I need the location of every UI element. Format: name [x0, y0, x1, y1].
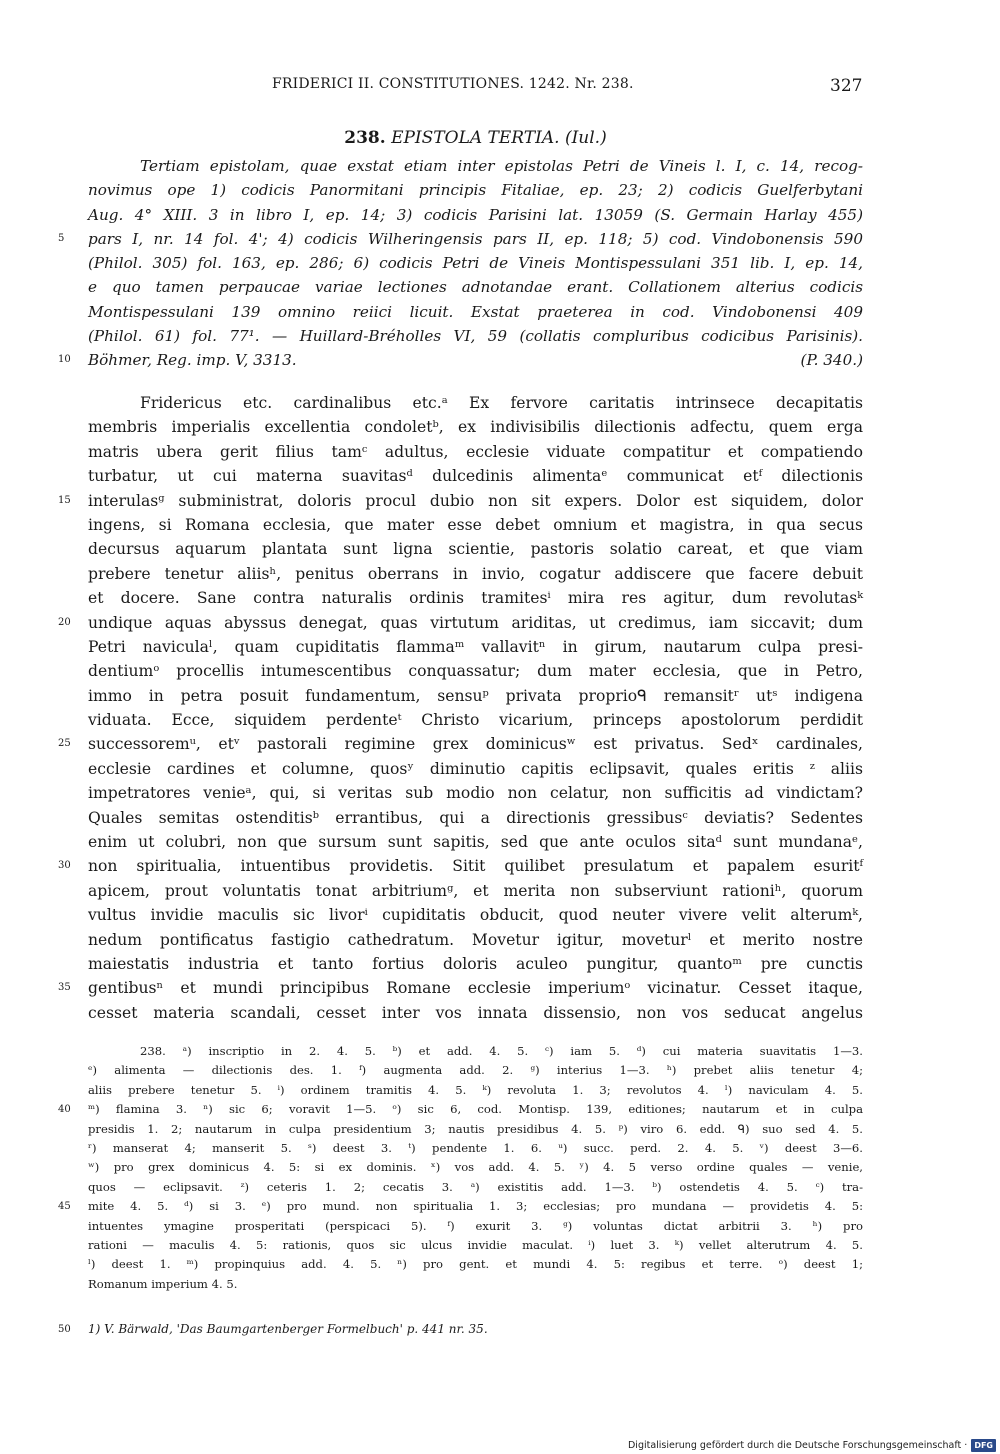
- text-line-text: apicem, prout voluntatis tonat arbitriumᵍ, et merita non subserviunt rationiʰ, quorum: [88, 881, 863, 900]
- document-number: 238.: [344, 128, 386, 148]
- text-line: [88, 708, 863, 732]
- apparatus-line: [88, 1120, 863, 1139]
- text-line: [58, 611, 863, 635]
- apparatus-line: [88, 1236, 863, 1255]
- text-line: [58, 732, 863, 756]
- intro-line: [58, 227, 863, 251]
- text-line-text: Petri naviculaˡ, quam cupiditatis flammaᵐ vallavitⁿ in girum, nautarum culpa presi-: [88, 637, 863, 656]
- text-line-text: nedum pontificatus fastigio cathedratum. Movetur igitur, moveturˡ et merito nostre: [88, 930, 863, 949]
- digitization-credit: [610, 1437, 1000, 1454]
- text-line: [88, 391, 863, 415]
- text-line: [58, 854, 863, 878]
- line-number: 25: [58, 738, 71, 750]
- footnote-line: [58, 1320, 863, 1339]
- text-line-text: undique aquas abyssus denegat, quas virtutum ariditas, ut credimus, iam siccavit; dum: [88, 613, 863, 632]
- intro-line: [88, 178, 863, 202]
- text-line: [88, 635, 863, 659]
- text-line-text: immo in petra posuit fundamentum, sensuᵖ privata proprioᑫ remansitʳ utˢ indigena: [88, 686, 863, 705]
- apparatus-line: [88, 1158, 863, 1177]
- apparatus-line-text: quos — eclipsavit. ᶻ) ceteris 1. 2; cecatis 3. ᵃ) existitis add. 1—3. ᵇ) ostendetis 4. 5. ᶜ) tra-: [88, 1179, 863, 1194]
- text-line: [88, 928, 863, 952]
- line-number: 35: [58, 982, 71, 994]
- text-line: [88, 440, 863, 464]
- text-line: [88, 537, 863, 561]
- text-line: [88, 562, 863, 586]
- text-line-text: vultus invidie maculis sic livorⁱ cupiditatis obducit, quod neuter vivere velit alterumᵏ,: [88, 906, 863, 925]
- apparatus-line-text: intuentes ymagine prosperitati (perspicaci 5). ᶠ) exurit 3. ᵍ) voluntas dictat arbitrii 3. ʰ) pro: [88, 1218, 863, 1233]
- text-line-text: non spiritualia, intuentibus providetis. Sitit quilibet presulatum et papalem esuritᶠ: [88, 857, 863, 876]
- footnote: [58, 1320, 863, 1339]
- apparatus-line: [88, 1275, 863, 1294]
- text-line: [88, 659, 863, 683]
- regesta-reference: Böhmer, Reg. imp. V, 3313.: [88, 351, 297, 369]
- source-reference: (P. 340.): [800, 351, 863, 369]
- intro-line: [88, 324, 863, 348]
- apparatus-line: [58, 1100, 863, 1119]
- line-number: 40: [58, 1104, 71, 1116]
- text-line-text: cesset materia scandali, cesset inter vos innata dissensio, non vos seducat angelus: [88, 1003, 863, 1022]
- text-line: [58, 976, 863, 1000]
- text-line-text: enim ut colubri, non que sursum sunt sapitis, sed que ante oculos sitaᵈ sunt mundanaᵉ,: [88, 833, 863, 852]
- apparatus-line: [88, 1255, 863, 1274]
- text-line: [88, 1001, 863, 1025]
- main-text: [58, 391, 863, 1025]
- text-line-text: decursus aquarum plantata sunt ligna scientie, pastoris solatio careat, et que viam: [88, 540, 863, 559]
- text-line: [88, 806, 863, 830]
- apparatus-line-text: rationi — maculis 4. 5: rationis, quos sic ulcus invidie maculat. ⁱ) luet 3. ᵏ) vellet alterutrum 4. 5.: [88, 1237, 863, 1252]
- text-line-text: dentiumᵒ procellis intumescentibus conquassatur; dum mater ecclesia, que in Petro,: [88, 662, 863, 681]
- text-line-text: matris ubera gerit filius tamᶜ adultus, ecclesie viduate compatitur et compatiendo: [88, 442, 863, 461]
- text-line: [88, 513, 863, 537]
- page-number: 327: [830, 76, 863, 96]
- line-number: 20: [58, 616, 71, 628]
- apparatus-line-text: aliis prebere tenetur 5. ⁱ) ordinem tramitis 4. 5. ᵏ) revoluta 1. 3; revolutos 4. ˡ) naviculam 4. 5.: [88, 1082, 863, 1097]
- line-number: 10: [58, 354, 71, 365]
- intro-line: [88, 251, 863, 275]
- intro-line-text: (Philol. 305) fol. 163, ep. 286; 6) codicis Petri de Vineis Montispessulani 351 lib. I, ep. 14,: [88, 254, 863, 273]
- text-line: [88, 415, 863, 439]
- text-line-text: Quales semitas ostenditisᵇ errantibus, qui a directionis gressibusᶜ deviatis? Sedentes: [88, 808, 863, 827]
- document-heading: [88, 128, 863, 148]
- apparatus-line-text: ᵐ) flamina 3. ⁿ) sic 6; voravit 1—5. ᵒ) sic 6, cod. Montisp. 139, editiones; nautarum et in culpa: [88, 1102, 863, 1117]
- intro-line-text: (Philol. 61) fol. 77¹. — Huillard-Bréholles VI, 59 (collatis compluribus codicibus Parisinis).: [88, 327, 863, 346]
- line-number: 30: [58, 860, 71, 872]
- intro-line: [88, 275, 863, 299]
- text-line-text: maiestatis industria et tanto fortius doloris aculeo pungitur, quantoᵐ pre cunctis: [88, 954, 863, 973]
- apparatus-line-text: 238. ᵃ) inscriptio in 2. 4. 5. ᵇ) et add. 4. 5. ᶜ) iam 5. ᵈ) cui materia suavitatis 1—3.: [140, 1044, 863, 1058]
- intro-line: [58, 348, 863, 372]
- apparatus-line-text: ʷ) pro grex dominicus 4. 5: si ex dominis. ˣ) vos add. 4. 5. ʸ) 4. 5 verso ordine quales — venie,: [88, 1160, 863, 1175]
- credit-text: Digitalisierung gefördert durch die Deutsche Forschungsgemeinschaft ·: [627, 1440, 968, 1451]
- intro-line-text: Tertiam epistolam, quae exstat etiam inter epistolas Petri de Vineis l. I, c. 14, recog-: [140, 157, 863, 175]
- intro-line-text: Aug. 4° XIII. 3 in libro I, ep. 14; 3) codicis Parisini lat. 13059 (S. Germain Harlay 455): [88, 205, 863, 224]
- apparatus-line: [88, 1139, 863, 1158]
- apparatus-line-text: ᵉ) alimenta — dilectionis des. 1. ᶠ) augmenta add. 2. ᵍ) interius 1—3. ʰ) prebet aliis tenetur 4;: [88, 1063, 863, 1078]
- text-line-text: impetratores venieᵃ, qui, si veritas sub modio non celatur, non sufficitis ad vindictam?: [88, 784, 863, 803]
- intro-line-text: e quo tamen perpaucae variae lectiones adnotandae erant. Collationem alterius codicis: [88, 278, 863, 297]
- dfg-logo: DFG: [971, 1439, 996, 1452]
- text-line: [88, 830, 863, 854]
- text-line-text: gentibusⁿ et mundi principibus Romane ecclesie imperiumᵒ vicinatur. Cesset itaque,: [88, 979, 863, 998]
- intro-line: [88, 300, 863, 324]
- intro-line-text: pars I, nr. 14 fol. 4'; 4) codicis Wilheringensis pars II, ep. 118; 5) cod. Vindobonensis 590: [88, 229, 863, 248]
- text-line: [88, 684, 863, 708]
- text-line-text: et docere. Sane contra naturalis ordinis tramitesⁱ mira res agitur, dum revolutasᵏ: [88, 589, 863, 608]
- apparatus-line-text: ʳ) manserat 4; manserit 5. ˢ) deest 3. ᵗ) pendente 1. 6. ᵘ) succ. perd. 2. 4. 5. ᵛ) deest 3—6.: [88, 1140, 863, 1155]
- text-line: [88, 879, 863, 903]
- text-line: [88, 781, 863, 805]
- apparatus-line-text: mite 4. 5. ᵈ) si 3. ᵉ) pro mund. non spiritualia 1. 3; ecclesias; pro mundana — providetis 4. 5:: [88, 1199, 863, 1214]
- apparatus-line-text: ˡ) deest 1. ᵐ) propinquius add. 4. 5. ⁿ) pro gent. et mundi 4. 5: regibus et terre. ᵒ) deest 1;: [88, 1257, 863, 1272]
- intro-line: [88, 203, 863, 227]
- line-number: 5: [58, 232, 65, 244]
- text-line: [88, 952, 863, 976]
- text-line-text: ingens, si Romana ecclesia, que mater esse debet omnium et magistra, in qua secus: [88, 515, 863, 534]
- intro-line-text: Montispessulani 139 omnino reiici licuit. Exstat praeterea in cod. Vindobonensi 409: [88, 302, 863, 321]
- apparatus-line-text: presidis 1. 2; nautarum in culpa presidentium 3; nautis presidibus 4. 5. ᵖ) viro 6. edd. ᑫ) suo sed 4. 5.: [88, 1121, 863, 1136]
- text-line: [88, 757, 863, 781]
- critical-apparatus: [58, 1042, 863, 1294]
- text-line: [58, 489, 863, 513]
- text-line-text: turbatur, ut cui materna suavitasᵈ dulcedinis alimentaᵉ communicat etᶠ dilectionis: [88, 467, 863, 486]
- text-line-text: interulasᵍ subministrat, doloris procul dubio non sit expers. Dolor est siquidem, dolor: [88, 491, 863, 510]
- text-line-text: membris imperialis excellentia condoletᵇ, ex indivisibilis dilectionis adfectu, quem erga: [88, 418, 863, 437]
- text-line-text: successoremᵘ, etᵛ pastorali regimine grex dominicusʷ est privatus. Sedˣ cardinales,: [88, 735, 863, 754]
- document-date: (Iul.): [564, 128, 607, 148]
- running-head: FRIDERICI II. CONSTITUTIONES. 1242. Nr. 238.: [272, 76, 634, 92]
- document-title: EPISTOLA TERTIA.: [391, 128, 560, 148]
- text-line-text: Fridericus etc. cardinalibus etc.ᵃ Ex fervore caritatis intrinsece decapitatis: [140, 394, 863, 412]
- apparatus-line-text: Romanum imperium 4. 5.: [88, 1276, 238, 1291]
- editorial-introduction-last-line: [58, 348, 863, 372]
- intro-line-text: novimus ope 1) codicis Panormitani principis Fitaliae, ep. 23; 2) codicis Guelferbytani: [88, 181, 863, 200]
- text-line: [88, 586, 863, 610]
- apparatus-line: [58, 1197, 863, 1216]
- footnote-text: 1) V. Bärwald, 'Das Baumgartenberger Formelbuch' p. 441 nr. 35.: [88, 1322, 488, 1336]
- text-line-text: viduata. Ecce, siquidem perdenteᵗ Christo vicarium, princeps apostolorum perdidit: [88, 711, 863, 730]
- line-number: 15: [58, 494, 71, 506]
- intro-line: [88, 154, 863, 178]
- text-line-text: prebere tenetur aliisʰ, penitus oberrans in invio, cogatur addiscere que facere debuit: [88, 564, 863, 583]
- line-number: 50: [58, 1324, 71, 1335]
- text-line: [88, 903, 863, 927]
- text-line: [88, 464, 863, 488]
- apparatus-line: [88, 1042, 863, 1061]
- apparatus-line: [88, 1081, 863, 1100]
- apparatus-line: [88, 1061, 863, 1080]
- text-line-text: ecclesie cardines et columne, quosʸ diminutio capitis eclipsavit, quales eritis ᶻ aliis: [88, 759, 863, 778]
- editorial-introduction: [58, 154, 863, 348]
- line-number: 45: [58, 1201, 71, 1213]
- apparatus-line: [88, 1178, 863, 1197]
- apparatus-line: [88, 1217, 863, 1236]
